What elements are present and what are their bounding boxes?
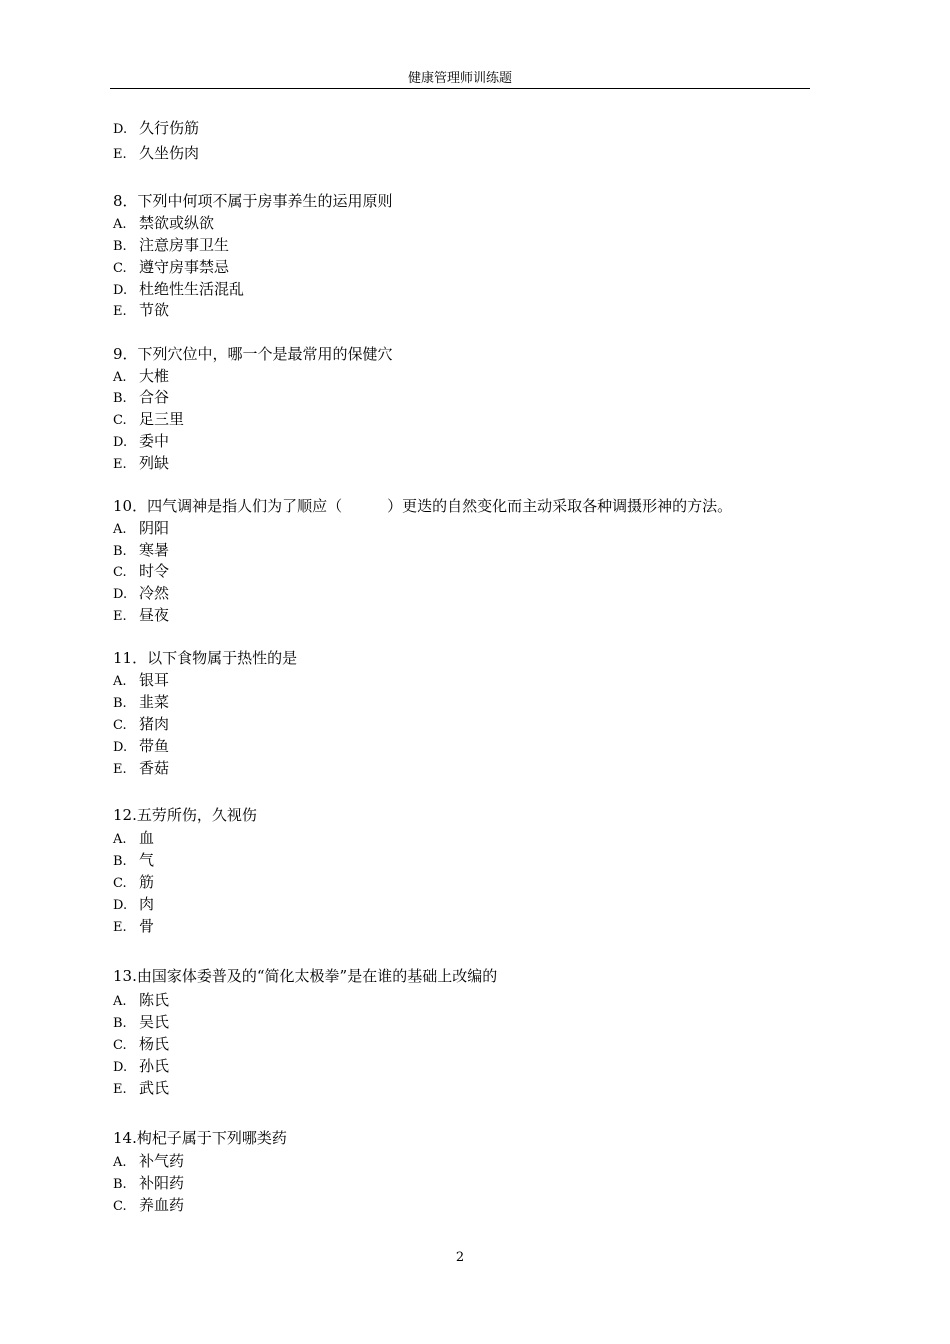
answer-option [113, 453, 169, 475]
option-text: 禁欲或纵欲 [139, 214, 215, 232]
question-stem: 8．下列中何项不属于房事养生的运用原则 [113, 192, 393, 210]
option-text: 阴阳 [139, 519, 170, 537]
option-letter: A. [113, 522, 127, 537]
option-letter: D. [113, 587, 128, 602]
option-letter: C. [113, 718, 127, 733]
option-text: 合谷 [139, 388, 170, 406]
option-text: 遵守房事禁忌 [139, 258, 230, 276]
answer-option [113, 692, 169, 714]
option-text: 久坐伤肉 [139, 144, 200, 162]
option-text: 气 [139, 851, 155, 869]
question-stem: 14.枸杞子属于下列哪类药 [113, 1129, 287, 1147]
answer-option [113, 235, 229, 257]
answer-option [113, 850, 154, 872]
page-number: 2 [455, 1250, 465, 1265]
answer-option [113, 916, 154, 938]
option-letter: B. [113, 1016, 127, 1031]
answer-option [113, 366, 169, 388]
answer-option [113, 1078, 169, 1100]
option-letter: D. [113, 1060, 128, 1075]
option-letter: A. [113, 994, 127, 1009]
option-text: 足三里 [139, 410, 185, 428]
option-text: 养血药 [139, 1196, 185, 1214]
option-text: 骨 [139, 917, 155, 935]
header-rule [110, 88, 810, 89]
answer-option [113, 540, 169, 562]
answer-option [113, 118, 199, 140]
option-text: 委中 [139, 432, 170, 450]
answer-option [113, 279, 244, 301]
answer-option [113, 894, 154, 916]
option-letter: D. [113, 283, 128, 298]
option-text: 银耳 [139, 671, 170, 689]
option-text: 带鱼 [139, 737, 170, 755]
option-letter: E. [113, 304, 127, 319]
answer-option [113, 1034, 169, 1056]
answer-option [113, 518, 169, 540]
option-text: 寒暑 [139, 541, 170, 559]
option-letter: C. [113, 1199, 127, 1214]
option-letter: E. [113, 1082, 127, 1097]
option-text: 大椎 [139, 367, 170, 385]
option-letter: A. [113, 217, 127, 232]
answer-option [113, 1151, 184, 1173]
option-text: 冷然 [139, 584, 170, 602]
option-letter: E. [113, 457, 127, 472]
option-text: 武氏 [139, 1079, 170, 1097]
option-letter: E. [113, 609, 127, 624]
answer-option [113, 605, 169, 627]
option-letter: D. [113, 898, 128, 913]
option-text: 节欲 [139, 301, 170, 319]
answer-option [113, 872, 154, 894]
answer-option [113, 990, 169, 1012]
option-letter: A. [113, 832, 127, 847]
option-text: 猪肉 [139, 715, 170, 733]
answer-option [113, 213, 214, 235]
option-letter: A. [113, 1155, 127, 1170]
option-text: 韭菜 [139, 693, 170, 711]
answer-option [113, 828, 154, 850]
option-text: 补气药 [139, 1152, 185, 1170]
answer-option [113, 561, 169, 583]
answer-option [113, 1056, 169, 1078]
option-letter: B. [113, 544, 127, 559]
option-text: 杨氏 [139, 1035, 170, 1053]
option-text: 补阳药 [139, 1174, 185, 1192]
option-letter: B. [113, 239, 127, 254]
option-letter: B. [113, 854, 127, 869]
option-text: 昼夜 [139, 606, 170, 624]
option-letter: E. [113, 762, 127, 777]
question-stem: 9．下列穴位中，哪一个是最常用的保健穴 [113, 345, 393, 363]
question-stem: 10．四气调神是指人们为了顺应（ ）更迭的自然变化而主动采取各种调摄形神的方法。 [113, 497, 733, 515]
answer-option [113, 1173, 184, 1195]
question-stem: 12.五劳所伤，久视伤 [113, 806, 257, 824]
option-letter: C. [113, 261, 127, 276]
option-text: 时令 [139, 562, 170, 580]
option-text: 注意房事卫生 [139, 236, 230, 254]
question-stem: 11．以下食物属于热性的是 [113, 649, 298, 667]
answer-option [113, 409, 184, 431]
question-stem: 13.由国家体委普及的“简化太极拳”是在谁的基础上改编的 [113, 967, 498, 985]
option-letter: B. [113, 391, 127, 406]
option-text: 陈氏 [139, 991, 170, 1009]
option-letter: C. [113, 876, 127, 891]
answer-option [113, 257, 229, 279]
option-text: 肉 [139, 895, 155, 913]
answer-option [113, 670, 169, 692]
option-text: 杜绝性生活混乱 [139, 280, 245, 298]
answer-option [113, 387, 169, 409]
option-text: 列缺 [139, 454, 170, 472]
answer-option [113, 143, 199, 165]
option-letter: C. [113, 1038, 127, 1053]
option-letter: C. [113, 565, 127, 580]
option-letter: D. [113, 122, 128, 137]
option-letter: C. [113, 413, 127, 428]
answer-option [113, 758, 169, 780]
option-letter: A. [113, 674, 127, 689]
option-text: 香菇 [139, 759, 170, 777]
answer-option [113, 714, 169, 736]
option-text: 孙氏 [139, 1057, 170, 1075]
option-letter: B. [113, 1177, 127, 1192]
page-header: 健康管理师训练题 [407, 71, 512, 86]
option-text: 久行伤筋 [139, 119, 200, 137]
option-letter: B. [113, 696, 127, 711]
answer-option [113, 1195, 184, 1217]
answer-option [113, 431, 169, 453]
option-text: 吴氏 [139, 1013, 170, 1031]
option-text: 筋 [139, 873, 155, 891]
answer-option [113, 736, 169, 758]
option-letter: A. [113, 370, 127, 385]
option-letter: E. [113, 147, 127, 162]
option-letter: D. [113, 435, 128, 450]
option-letter: E. [113, 920, 127, 935]
answer-option [113, 583, 169, 605]
answer-option [113, 1012, 169, 1034]
answer-option [113, 300, 169, 322]
option-letter: D. [113, 740, 128, 755]
option-text: 血 [139, 829, 155, 847]
